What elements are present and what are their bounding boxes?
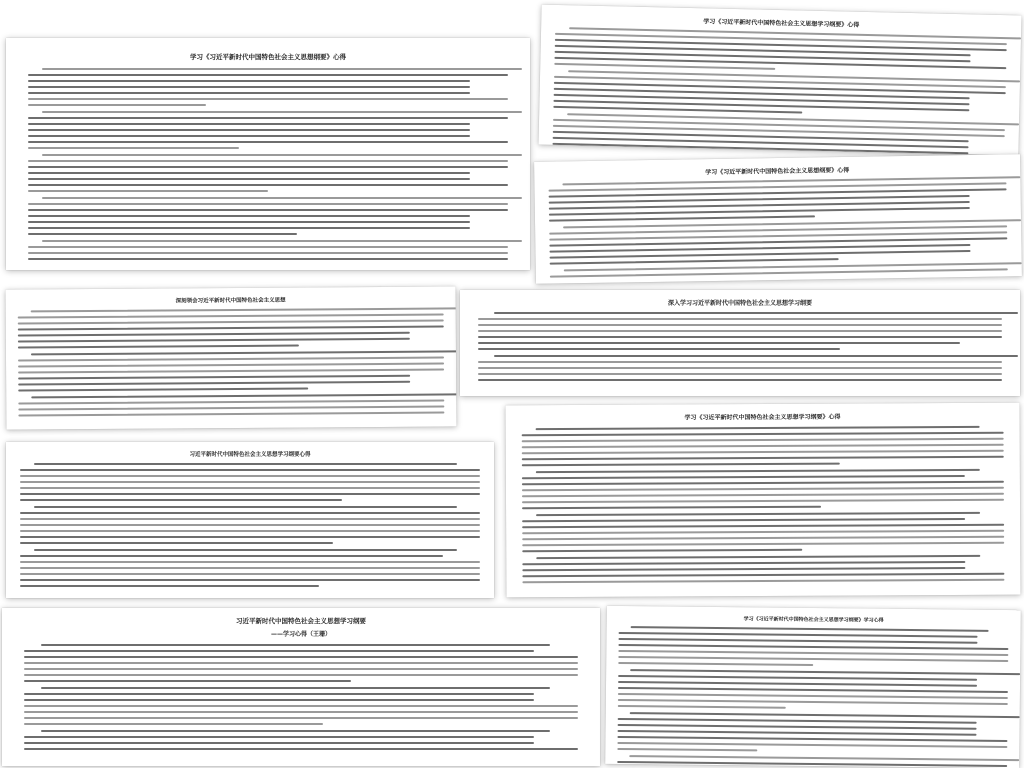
- text-line: [478, 348, 840, 350]
- page-title: 学习《习近平新时代中国特色社会主义思想学习纲要》心得: [703, 18, 860, 29]
- text-line: [24, 650, 534, 652]
- body-text: [24, 644, 578, 750]
- body-text: [548, 176, 1007, 277]
- text-line: [30, 307, 456, 312]
- text-line: [536, 469, 979, 473]
- text-line: [42, 197, 522, 199]
- text-line: [28, 246, 508, 248]
- text-line: [630, 669, 1020, 675]
- text-line: [18, 412, 444, 417]
- text-line: [28, 147, 239, 149]
- text-line: [537, 555, 980, 559]
- text-line: [42, 240, 522, 242]
- page-title: 学习《习近平新时代中国特色社会主义思想纲要》心得: [705, 166, 850, 177]
- text-line: [522, 463, 840, 467]
- text-line: [494, 355, 1018, 357]
- text-line: [28, 92, 470, 94]
- text-line: [478, 342, 960, 344]
- text-line: [20, 469, 480, 471]
- text-line: [28, 172, 470, 174]
- text-line: [522, 481, 1004, 486]
- text-line: [31, 393, 456, 398]
- text-line: [28, 104, 206, 106]
- text-line: [28, 178, 470, 180]
- text-line: [522, 561, 965, 565]
- text-line: [617, 748, 757, 751]
- text-line: [18, 338, 410, 343]
- text-line: [42, 154, 522, 156]
- text-line: [618, 718, 977, 724]
- text-line: [28, 135, 470, 137]
- text-line: [478, 373, 1002, 375]
- text-line: [537, 512, 980, 516]
- text-line: [629, 712, 1019, 718]
- text-line: [24, 723, 323, 725]
- body-text: [522, 426, 1005, 584]
- page-title: 深刻领会习近平新时代中国特色社会主义思想: [175, 297, 286, 305]
- text-line: [618, 730, 977, 736]
- text-line: [18, 400, 444, 405]
- text-line: [41, 687, 551, 689]
- text-line: [617, 742, 1007, 748]
- text-line: [618, 699, 1008, 705]
- text-line: [20, 518, 480, 520]
- text-line: [478, 318, 1002, 320]
- text-line: [24, 736, 534, 738]
- text-line: [18, 332, 410, 337]
- text-line: [20, 567, 480, 569]
- page-title: 学习《习近平新时代中国特色社会主义思想学习纲要》心得: [684, 413, 841, 422]
- text-line: [28, 215, 470, 217]
- text-line: [618, 705, 786, 709]
- text-line: [478, 379, 1002, 381]
- text-line: [20, 561, 480, 563]
- text-line: [630, 626, 989, 632]
- text-line: [28, 74, 508, 76]
- text-line: [522, 493, 1004, 498]
- text-line: [619, 632, 978, 638]
- text-line: [24, 748, 578, 750]
- text-line: [42, 68, 522, 70]
- text-line: [28, 129, 470, 131]
- text-line: [31, 350, 457, 355]
- text-line: [20, 487, 480, 489]
- text-line: [550, 258, 839, 265]
- document-page-3[interactable]: [534, 154, 1022, 284]
- document-page-5[interactable]: [460, 290, 1020, 396]
- text-line: [28, 209, 508, 211]
- text-line: [20, 585, 319, 587]
- text-line: [28, 80, 470, 82]
- body-text: [617, 626, 1008, 768]
- text-line: [28, 190, 268, 192]
- text-line: [617, 736, 1007, 742]
- text-line: [522, 450, 1004, 455]
- text-line: [18, 375, 410, 380]
- text-line: [618, 656, 1008, 662]
- body-text: [20, 463, 480, 587]
- body-text: [18, 308, 445, 417]
- text-line: [20, 481, 480, 483]
- page-title: 学习《习近平新时代中国特色社会主义思想学习纲要》学习心得: [743, 616, 884, 624]
- text-line: [522, 444, 1004, 449]
- text-line: [42, 111, 522, 113]
- text-line: [28, 184, 508, 186]
- text-line: [494, 312, 1018, 314]
- text-line: [20, 579, 480, 581]
- text-line: [20, 475, 480, 477]
- text-line: [20, 524, 480, 526]
- text-line: [24, 711, 578, 713]
- text-line: [20, 512, 480, 514]
- text-line: [24, 693, 534, 695]
- text-line: [24, 705, 578, 707]
- text-line: [478, 336, 1002, 338]
- text-line: [20, 499, 342, 501]
- text-line: [28, 221, 470, 223]
- text-line: [618, 644, 1008, 650]
- text-line: [28, 86, 470, 88]
- text-line: [28, 166, 508, 168]
- text-line: [24, 662, 578, 664]
- text-line: [41, 644, 551, 646]
- text-line: [28, 117, 508, 119]
- text-line: [618, 681, 977, 687]
- text-line: [553, 106, 802, 114]
- text-line: [18, 406, 444, 411]
- text-line: [28, 252, 508, 254]
- text-line: [549, 215, 815, 221]
- document-page-2[interactable]: [538, 5, 1021, 156]
- text-line: [522, 438, 1004, 443]
- document-page-1[interactable]: [6, 38, 530, 270]
- text-line: [618, 638, 977, 644]
- document-page-8[interactable]: [2, 608, 600, 766]
- text-line: [522, 432, 1004, 437]
- text-line: [522, 542, 1004, 547]
- text-line: [522, 579, 1004, 584]
- text-line: [24, 656, 578, 658]
- text-line: [618, 675, 977, 681]
- body-text: [552, 27, 1007, 155]
- text-line: [618, 687, 1008, 693]
- text-line: [522, 567, 965, 571]
- text-line: [28, 258, 508, 260]
- text-line: [24, 668, 578, 670]
- text-line: [478, 324, 1002, 326]
- document-page-4[interactable]: [6, 286, 457, 429]
- text-line: [18, 363, 444, 368]
- text-line: [618, 724, 977, 730]
- text-line: [20, 573, 480, 575]
- text-line: [24, 699, 534, 701]
- document-page-7[interactable]: [506, 403, 1021, 598]
- text-line: [478, 330, 1002, 332]
- text-line: [18, 381, 410, 386]
- text-line: [522, 506, 821, 510]
- text-line: [18, 369, 444, 374]
- document-page-9[interactable]: [605, 606, 1021, 768]
- text-line: [18, 320, 444, 325]
- text-line: [522, 549, 802, 552]
- text-line: [536, 426, 979, 430]
- text-line: [478, 367, 1002, 369]
- text-line: [522, 487, 1004, 492]
- text-line: [34, 506, 457, 508]
- text-line: [28, 203, 508, 205]
- text-line: [554, 63, 775, 70]
- text-line: [522, 536, 1004, 541]
- text-line: [28, 123, 470, 125]
- text-line: [618, 662, 813, 666]
- text-line: [24, 674, 578, 676]
- text-line: [20, 542, 333, 544]
- text-line: [41, 730, 551, 732]
- text-line: [522, 499, 1004, 504]
- text-line: [522, 518, 965, 522]
- text-line: [18, 326, 444, 331]
- text-line: [28, 160, 508, 162]
- body-text: [28, 68, 508, 260]
- text-line: [20, 555, 443, 557]
- text-line: [24, 742, 534, 744]
- text-line: [18, 345, 299, 349]
- text-line: [20, 493, 480, 495]
- page-title: 习近平新时代中国特色社会主义思想学习纲要心得: [189, 452, 311, 458]
- text-line: [20, 530, 480, 532]
- text-line: [18, 357, 444, 362]
- text-line: [34, 463, 457, 465]
- text-line: [28, 233, 297, 235]
- page-subtitle: ——学习心得（王珊）: [270, 631, 331, 638]
- page-title: 深入学习习近平新时代中国特色社会主义思想学习纲要: [667, 300, 812, 307]
- text-line: [18, 314, 444, 319]
- text-line: [522, 524, 1004, 529]
- page-title: 学习《习近平新时代中国特色社会主义思想纲要》心得: [190, 53, 346, 61]
- text-line: [618, 693, 1008, 699]
- text-line: [522, 475, 965, 479]
- text-line: [24, 680, 351, 682]
- document-page-6[interactable]: [6, 442, 494, 598]
- text-line: [28, 98, 508, 100]
- text-line: [20, 536, 480, 538]
- text-line: [18, 387, 308, 391]
- text-line: [522, 530, 1004, 535]
- text-line: [629, 755, 1019, 761]
- text-line: [24, 717, 578, 719]
- text-line: [34, 549, 457, 551]
- page-title: 习近平新时代中国特色社会主义思想学习纲要: [236, 617, 366, 625]
- text-line: [478, 361, 1002, 363]
- text-line: [522, 573, 1004, 578]
- text-line: [618, 650, 1008, 656]
- body-text: [478, 312, 1002, 381]
- text-line: [28, 141, 508, 143]
- text-line: [617, 761, 1007, 767]
- text-line: [28, 227, 470, 229]
- text-line: [522, 456, 1004, 461]
